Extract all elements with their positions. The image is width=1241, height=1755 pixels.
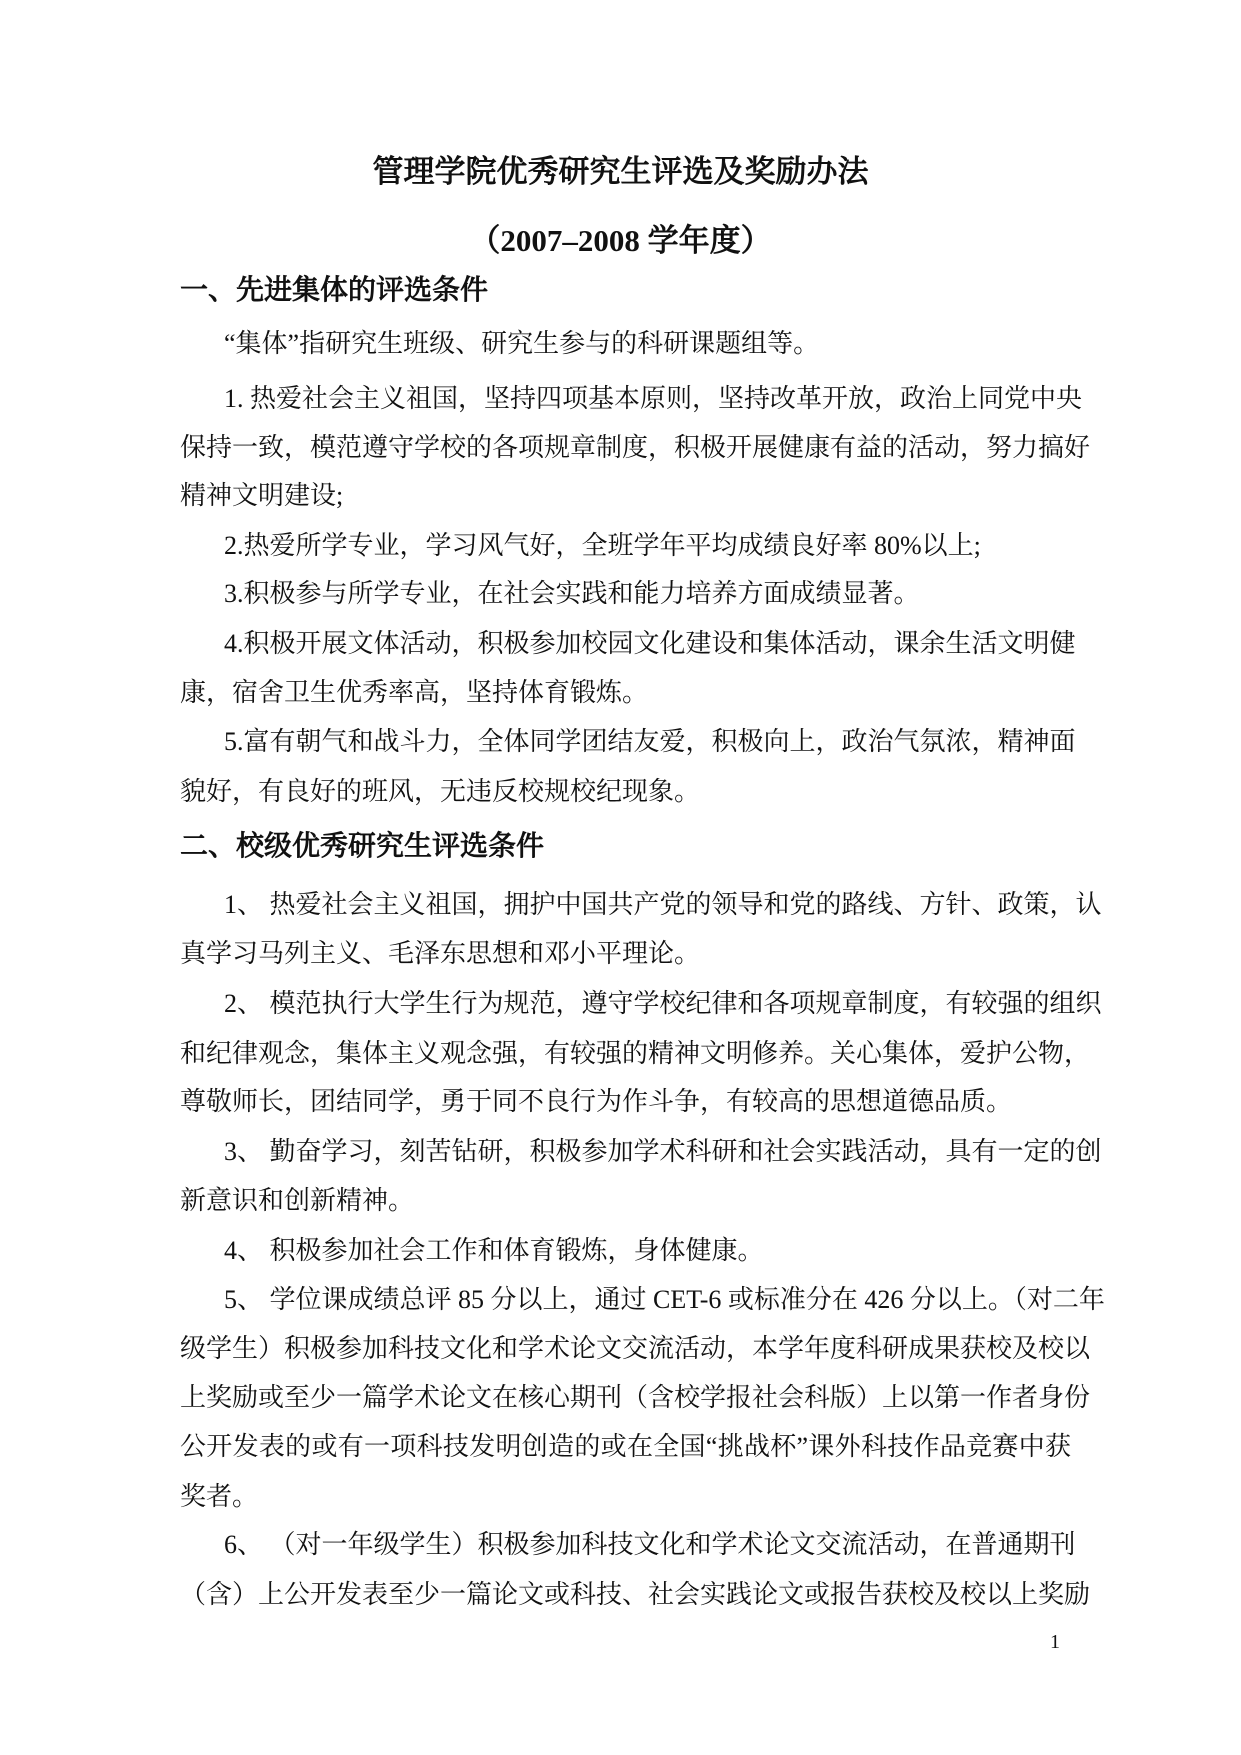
paragraph-line: 3.积极参与所学专业，在社会实践和能力培养方面成绩显著。 [224, 579, 920, 608]
paragraph-line: 新意识和创新精神。 [180, 1186, 415, 1215]
paragraph-line: 康，宿舍卫生优秀率高，坚持体育锻炼。 [180, 678, 649, 707]
paragraph-line: 5.富有朝气和战斗力，全体同学团结友爱，积极向上，政治气氛浓，精神面 [224, 727, 1076, 756]
paragraph-line: 和纪律观念，集体主义观念强，有较强的精神文明修养。关心集体，爱护公物， [180, 1039, 1091, 1068]
paragraph-line: 上奖励或至少一篇学术论文在核心期刊（含校学报社会科版）上以第一作者身份 [180, 1383, 1091, 1412]
document-subtitle: （2007–2008 学年度） [469, 223, 772, 258]
section2-heading: 二、校级优秀研究生评选条件 [180, 831, 545, 862]
paragraph-line: 1. 热爱社会主义祖国，坚持四项基本原则，坚持改革开放，政治上同党中央 [224, 384, 1083, 413]
paragraph-line: 公开发表的或有一项科技发明创造的或在全国“挑战杯”课外科技作品竞赛中获 [180, 1432, 1071, 1461]
paragraph-line: 貌好，有良好的班风，无违反校规校纪现象。 [180, 777, 701, 806]
document-title: 管理学院优秀研究生评选及奖励办法 [372, 154, 869, 189]
paragraph-line: 级学生）积极参加科技文化和学术论文交流活动，本学年度科研成果获校及校以 [180, 1334, 1091, 1363]
paragraph-line: 尊敬师长，团结同学，勇于同不良行为作斗争，有较高的思想道德品质。 [180, 1087, 1013, 1116]
paragraph-line: （含）上公开发表至少一篇论文或科技、社会实践论文或报告获校及校以上奖励 [180, 1580, 1091, 1609]
paragraph-line: 精神文明建设; [180, 481, 344, 510]
paragraph-line: 6、 （对一年级学生）积极参加科技文化和学术论文交流活动，在普通期刊 [224, 1530, 1076, 1559]
paragraph-line: 4.积极开展文体活动，积极参加校园文化建设和集体活动，课余生活文明健 [224, 629, 1076, 658]
paragraph-line: 2.热爱所学专业，学习风气好，全班学年平均成绩良好率 80%以上; [224, 531, 981, 560]
paragraph-line: 真学习马列主义、毛泽东思想和邓小平理论。 [180, 939, 701, 968]
paragraph-line: 1、 热爱社会主义祖国，拥护中国共产党的领导和党的路线、方针、政策，认 [224, 890, 1102, 919]
paragraph-line: “集体”指研究生班级、研究生参与的科研课题组等。 [224, 329, 820, 358]
paragraph-line: 5、 学位课成绩总评 85 分以上，通过 CET-6 或标准分在 426 分以上。（对二年 [224, 1285, 1105, 1314]
paragraph-line: 奖者。 [180, 1482, 259, 1511]
section1-heading: 一、先进集体的评选条件 [180, 275, 489, 306]
paragraph-line: 3、 勤奋学习，刻苦钻研，积极参加学术科研和社会实践活动，具有一定的创 [224, 1137, 1102, 1166]
paragraph-line: 2、 模范执行大学生行为规范，遵守学校纪律和各项规章制度，有较强的组织 [224, 989, 1102, 1018]
paragraph-line: 保持一致，模范遵守学校的各项规章制度，积极开展健康有益的活动，努力搞好 [180, 433, 1091, 462]
page-number: 1 [1050, 1631, 1060, 1653]
paragraph-line: 4、 积极参加社会工作和体育锻炼，身体健康。 [224, 1236, 764, 1265]
